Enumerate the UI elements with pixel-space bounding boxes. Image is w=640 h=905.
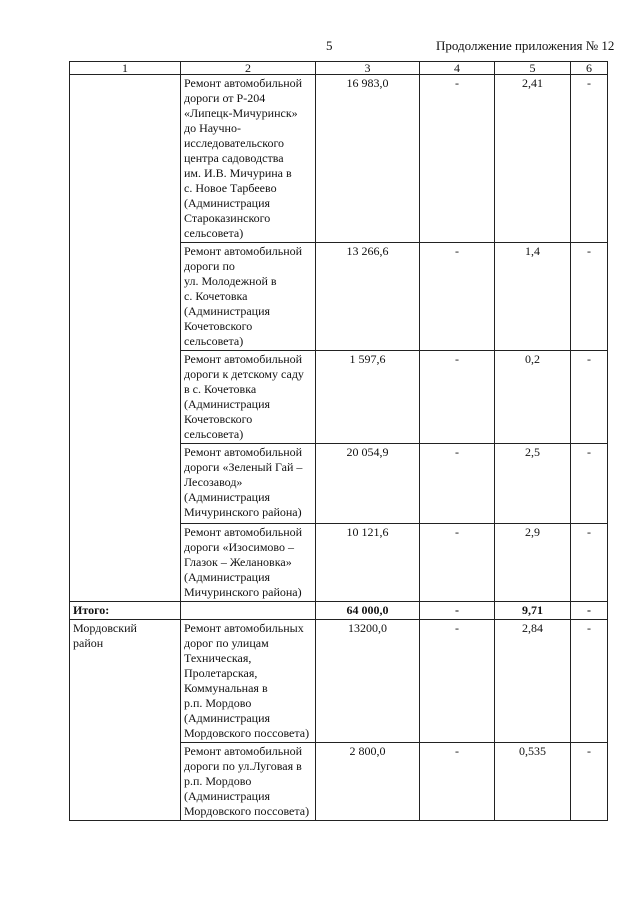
district-cell-empty xyxy=(70,75,181,602)
amount-cell: 1 597,6 xyxy=(316,351,420,444)
amount-cell: 2 800,0 xyxy=(316,743,420,821)
length-cell: 2,5 xyxy=(495,444,571,524)
table-row xyxy=(70,75,608,243)
length-cell: 1,4 xyxy=(495,243,571,351)
col4-cell: - xyxy=(420,620,495,743)
road-description: Ремонт автомобильной дороги по ул. Молодежной в с. Кочетовка (Администрация Кочетовского сельсовета) xyxy=(181,243,316,351)
col6-cell: - xyxy=(571,351,608,444)
column-number: 2 xyxy=(181,62,316,75)
total-length: 9,71 xyxy=(495,602,571,620)
col4-cell: - xyxy=(420,743,495,821)
table-row xyxy=(70,620,608,743)
col6-cell: - xyxy=(571,620,608,743)
col4-cell: - xyxy=(420,444,495,524)
continuation-header: Продолжение приложения № 12 xyxy=(436,38,615,53)
column-number-row xyxy=(70,62,608,75)
amount-cell: 16 983,0 xyxy=(316,75,420,243)
col4-cell: - xyxy=(420,524,495,602)
total-col6: - xyxy=(571,602,608,620)
col6-cell: - xyxy=(571,75,608,243)
length-cell: 2,9 xyxy=(495,524,571,602)
road-description: Ремонт автомобильной дороги по ул.Луговая в р.п. Мордово (Администрация Мордовского поссовета) xyxy=(181,743,316,821)
col6-cell: - xyxy=(571,524,608,602)
total-row xyxy=(70,602,608,620)
road-description: Ремонт автомобильной дороги «Изосимово – Глазок – Желановка» (Администрация Мичуринского района) xyxy=(181,524,316,602)
column-number: 6 xyxy=(571,62,608,75)
total-label: Итого: xyxy=(70,602,181,620)
amount-cell: 10 121,6 xyxy=(316,524,420,602)
column-number: 5 xyxy=(495,62,571,75)
total-empty-cell xyxy=(181,602,316,620)
total-amount: 64 000,0 xyxy=(316,602,420,620)
road-description: Ремонт автомобильной дороги «Зеленый Гай – Лесозавод» (Администрация Мичуринского района) xyxy=(181,444,316,524)
length-cell: 2,84 xyxy=(495,620,571,743)
col4-cell: - xyxy=(420,243,495,351)
district-name: Мордовский район xyxy=(70,620,181,821)
amount-cell: 20 054,9 xyxy=(316,444,420,524)
col4-cell: - xyxy=(420,75,495,243)
column-number: 1 xyxy=(70,62,181,75)
column-number: 3 xyxy=(316,62,420,75)
column-number: 4 xyxy=(420,62,495,75)
length-cell: 0,2 xyxy=(495,351,571,444)
amount-cell: 13 266,6 xyxy=(316,243,420,351)
road-description: Ремонт автомобильной дороги к детскому саду в с. Кочетовка (Администрация Кочетовского сельсовета) xyxy=(181,351,316,444)
road-description: Ремонт автомобильной дороги от Р-204 «Липецк-Мичуринск» до Научно- исследовательского центра садоводства им. И.В. Мичурина в с. Новое Тарбеево (Администрация Староказинского сельсовета) xyxy=(181,75,316,243)
road-repair-table xyxy=(69,61,608,821)
col6-cell: - xyxy=(571,743,608,821)
road-description: Ремонт автомобильных дорог по улицам Техническая, Пролетарская, Коммунальная в р.п. Мордово (Администрация Мордовского поссовета) xyxy=(181,620,316,743)
col6-cell: - xyxy=(571,243,608,351)
col6-cell: - xyxy=(571,444,608,524)
amount-cell: 13200,0 xyxy=(316,620,420,743)
length-cell: 2,41 xyxy=(495,75,571,243)
col4-cell: - xyxy=(420,351,495,444)
page-number: 5 xyxy=(326,38,333,53)
total-col4: - xyxy=(420,602,495,620)
length-cell: 0,535 xyxy=(495,743,571,821)
